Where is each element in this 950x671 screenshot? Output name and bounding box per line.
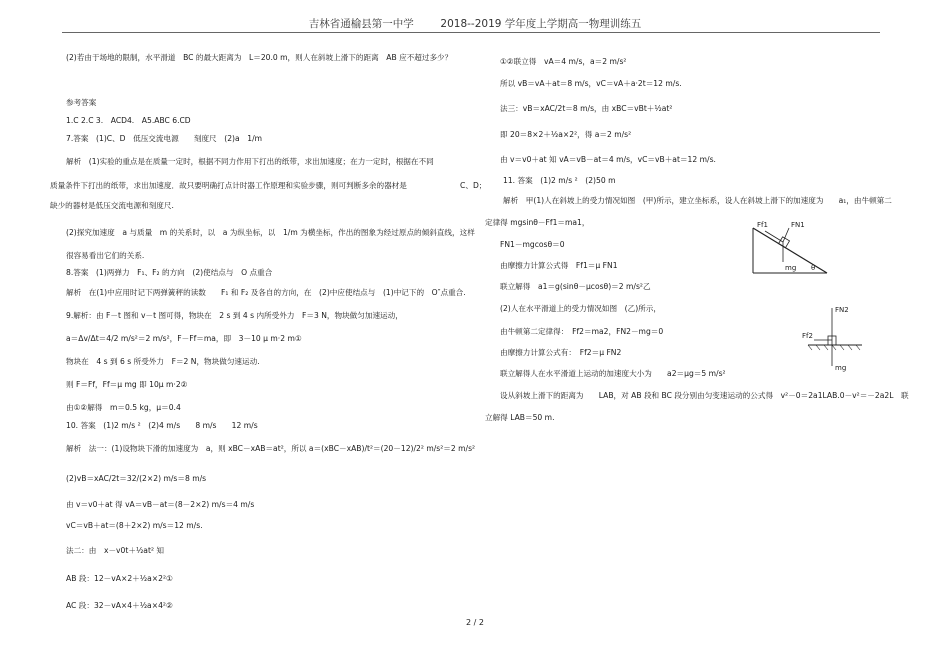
left-text-line: 7.答案 (1)C、D 低压交流电源 刻度尺 (2)a 1/m [66, 134, 263, 143]
fig2-ff-label: Ff2 [802, 332, 813, 340]
right-text-line: 由摩擦力计算公式得 Ff1＝μ FN1 [500, 261, 618, 270]
right-text-line: 11. 答案 (1)2 m/s ² (2)50 m [503, 176, 616, 185]
right-text-line: 由牛顿第二定律得： Ff2＝ma2，FN2－mg＝0 [500, 327, 664, 336]
left-text-line: 解析 (1)实验的重点是在质量一定时，根据不同力作用下打出的纸带，求出加速度；在力一定时，根据在不同 [66, 157, 434, 166]
right-text-line: 解析 甲(1)人在斜坡上的受力情况如图 (甲)所示，建立坐标系，设人在斜坡上滑下的加速度为 a₁，由牛顿第二 [503, 196, 892, 205]
header-school: 吉林省通榆县第一中学 [308, 18, 414, 30]
left-text-line: AC 段：32－vA×4＋½a×4²② [66, 601, 173, 610]
right-text-line: 设从斜坡上滑下的距离为 LAB，对 AB 段和 BC 段分别由匀变速运动的公式得 v²－0＝2a1LAB.0－v²＝－2a2L 联 [500, 391, 909, 400]
left-text-line: 解析 在(1)中应用时记下两弹簧秤的读数 F₁ 和 F₂ 及各自的方向，在 (2)中应使结点与 (1)中记下的 O″点重合. [66, 288, 466, 297]
left-text-line: 9.解析：由 F－t 图和 v－t 图可得，物块在 2 s 到 4 s 内所受外力 F＝3 N，物块做匀加速运动， [66, 311, 403, 320]
left-text-line: 由 v＝v0＋at 得 vA＝vB－at＝(8－2×2) m/s＝4 m/s [66, 500, 255, 509]
fig2-mg-label: mg [835, 364, 847, 372]
right-text-line: ①②联立得 vA＝4 m/s，a＝2 m/s² [500, 57, 627, 66]
right-text-line: 即 20＝8×2＋½a×2²，得 a＝2 m/s² [500, 130, 632, 139]
left-text-line: (2)探究加速度 a 与质量 m 的关系时，以 a 为纵坐标，以 1/m 为横坐标，作出的图象为经过原点的倾斜直线，这样 [66, 228, 475, 237]
fig1-fn-label: FN1 [791, 221, 805, 229]
right-text-line: 法三：vB＝xAC/2t＝8 m/s，由 xBC＝vBt＋½at² [500, 104, 673, 113]
left-text-line: 8.答案 (1)两弹力 F₁、F₂ 的方向 (2)使结点与 O 点重合 [66, 268, 273, 277]
right-text-line: (2)人在水平滑道上的受力情况如图 (乙)所示， [500, 304, 661, 313]
left-text-line: 法二：由 x－v0t＋½at² 知 [66, 546, 164, 555]
left-text-line: a＝Δv/Δt＝4/2 m/s²＝2 m/s²，F－Ff＝ma，即 3－10 μ m·2 m① [66, 334, 302, 343]
left-text-line: vC＝vB＋at＝(8＋2×2) m/s＝12 m/s. [66, 521, 203, 530]
left-text-line: 参考答案 [66, 98, 97, 107]
left-text-line: (2)vB＝xAC/2t＝32/(2×2) m/s＝8 m/s [66, 474, 207, 483]
left-text-line: 则 F＝Ff，Ff＝μ mg 即 10μ m·2② [66, 380, 188, 389]
horizontal-force-diagram [800, 300, 865, 375]
left-text-line: AB 段：12－vA×2＋½a×2²① [66, 574, 173, 583]
page-header [0, 16, 950, 31]
right-text-line: 所以 vB＝vA＋at＝8 m/s，vC＝vA＋a·2t＝12 m/s. [500, 79, 682, 88]
fig1-theta-label: θ [811, 264, 816, 272]
left-text-line: 物块在 4 s 到 6 s 所受外力 F＝2 N，物块做匀速运动. [66, 357, 260, 366]
fig2-fn-label: FN2 [835, 306, 849, 314]
right-text-line: 立解得 LAB＝50 m. [485, 413, 555, 422]
fig1-mg-label: mg [785, 264, 797, 272]
left-text-line: 由①②解得 m＝0.5 kg，μ＝0.4 [66, 403, 181, 412]
right-text-line: 由摩擦力计算公式有： Ff2＝μ FN2 [500, 348, 622, 357]
right-text-line: 定律得 mgsinθ－Ff1＝ma1， [485, 218, 590, 227]
left-text-line: 1.C 2.C 3. ACD4. A5.ABC 6.CD [66, 116, 191, 125]
header-rule [62, 32, 880, 33]
left-text-line: 解析 法一：(1)设物块下滑的加速度为 a，则 xBC－xAB＝at²，所以 a＝(xBC－xAB)/t²＝(20－12)/2² m/s²＝2 m/s² [66, 444, 476, 453]
left-text-line: 缺少的器材是低压交流电源和刻度尺. [50, 201, 174, 210]
header-title: 2018--2019 学年度上学期高一物理训练五 [440, 18, 642, 30]
page-number: 2 / 2 [466, 618, 484, 627]
right-text-line: FN1－mgcosθ＝0 [500, 240, 565, 249]
fig1-ff-label: Ff1 [757, 221, 768, 229]
incline-force-diagram [745, 218, 830, 280]
right-text-line: 由 v＝v0＋at 知 vA＝vB－at＝4 m/s，vC＝vB＋at＝12 m/s. [500, 155, 716, 164]
left-text-line: (2)若由于场地的限制，水平滑道 BC 的最大距离为 L＝20.0 m，则人在斜坡上滑下的距离 AB 应不超过多少？ [66, 53, 453, 62]
left-text-line: 质量条件下打出的纸带，求出加速度．故只要明确打点计时器工作原理和实验步骤，则可判断多余的器材是 C、D； [50, 181, 487, 190]
right-text-line: 联立解得人在水平滑道上运动的加速度大小为 a2＝μg＝5 m/s² [500, 369, 726, 378]
left-text-line: 10. 答案 (1)2 m/s ² (2)4 m/s 8 m/s 12 m/s [66, 421, 258, 430]
left-text-line: 很容易看出它们的关系. [66, 251, 145, 260]
right-text-line: 联立解得 a1＝g(sinθ－μcosθ)＝2 m/s²乙 [500, 282, 651, 291]
